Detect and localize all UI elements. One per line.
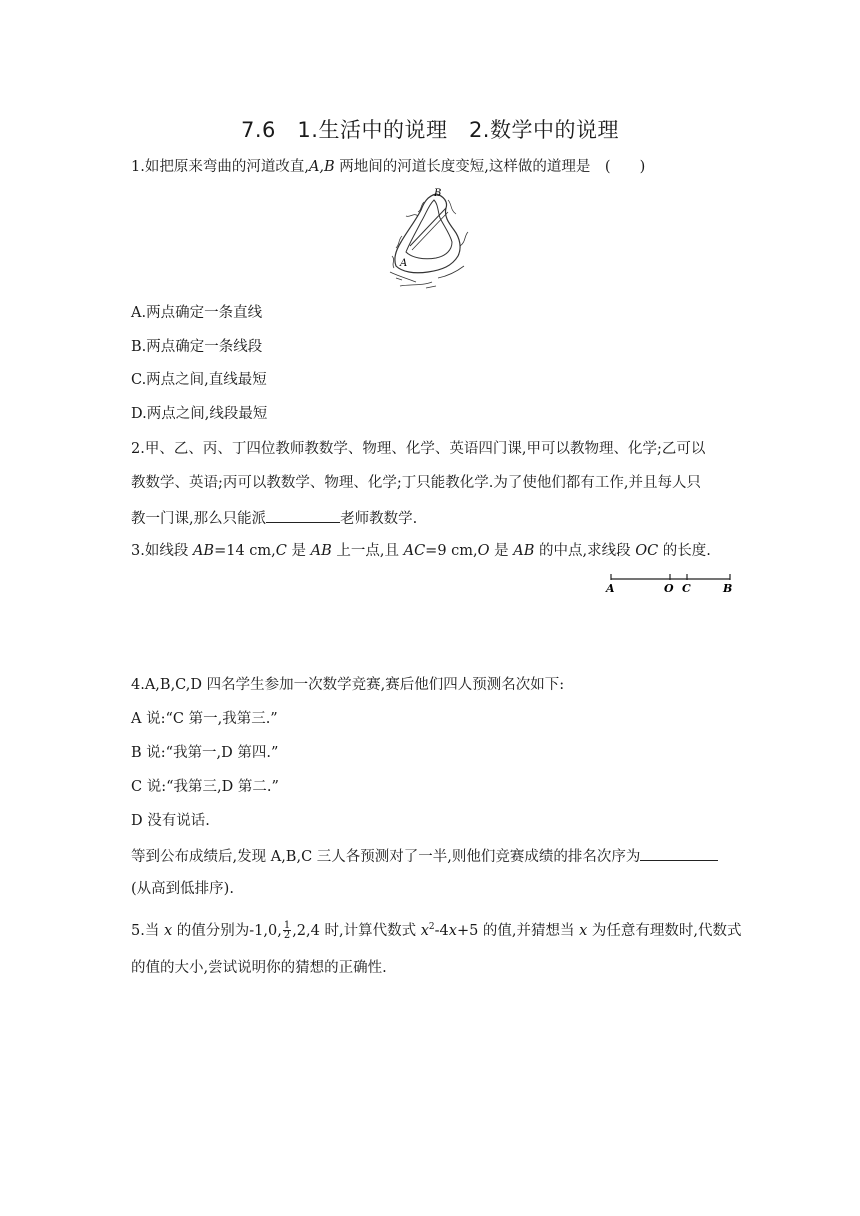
q5-line-2: 的值的大小,尝试说明你的猜想的正确性. — [131, 960, 387, 976]
q2-line-1: 2.甲、乙、丙、丁四位教师教数学、物理、化学、英语四门课,甲可以教物理、化学;乙可以 — [131, 441, 706, 457]
river-label-b: B — [434, 188, 442, 199]
q4-note: (从高到低排序). — [131, 881, 234, 897]
q4-answer-blank[interactable] — [640, 845, 718, 861]
q1-option-a: A.两点确定一条直线 — [131, 305, 263, 321]
q2-answer-blank[interactable] — [266, 507, 340, 523]
point-label-o: O — [664, 582, 674, 595]
q1-option-b: B.两点确定一条线段 — [131, 339, 263, 355]
q4-conclusion: 等到公布成绩后,发现 A,B,C 三人各预测对了一半,则他们竞赛成绩的排名次序为 — [131, 845, 718, 867]
river-figure — [388, 186, 470, 292]
q4-a-says: A 说:“C 第一,我第三.” — [131, 711, 278, 727]
q2-line-3: 教一门课,那么只能派 老师教数学. — [131, 507, 417, 529]
q1-option-c: C.两点之间,直线最短 — [131, 372, 267, 388]
page-title: 7.6 1.生活中的说理 2.数学中的说理 — [241, 118, 619, 142]
q4-d-says: D 没有说话. — [131, 813, 210, 829]
q5-line-1: 5.当 x 的值分别为-1,0, $\frac{1}{2}$ ,2,4 时,计算代数式 $x^2-4x+5$ 的值,并猜想当 x 为任意有理数时,代数式 — [131, 920, 742, 942]
point-label-a: A — [606, 582, 615, 595]
fraction-one-half: $\frac{1}{2}$ — [283, 920, 291, 942]
river-label-a: A — [400, 258, 408, 269]
segment-figure — [604, 570, 736, 596]
point-label-b: B — [723, 582, 733, 595]
q4-b-says: B 说:“我第一,D 第四.” — [131, 745, 279, 761]
point-label-c: C — [682, 582, 691, 595]
q1-stem: 1.如把原来弯曲的河道改直,A,B 两地间的河道长度变短,这样做的道理是 ( ) — [131, 159, 646, 175]
q3-stem: 3.如线段 AB=14 cm,C 是 AB 上一点,且 AC=9 cm,O 是 AB 的中点,求线段 OC 的长度. — [131, 543, 711, 559]
q4-c-says: C 说:“我第三,D 第二.” — [131, 779, 279, 795]
q2-line-2: 教数学、英语;丙可以教数学、物理、化学;丁只能教化学.为了使他们都有工作,并且每人只 — [131, 475, 701, 491]
q1-option-d: D.两点之间,线段最短 — [131, 406, 268, 422]
q4-intro: 4.A,B,C,D 四名学生参加一次数学竞赛,赛后他们四人预测名次如下: — [131, 677, 565, 693]
